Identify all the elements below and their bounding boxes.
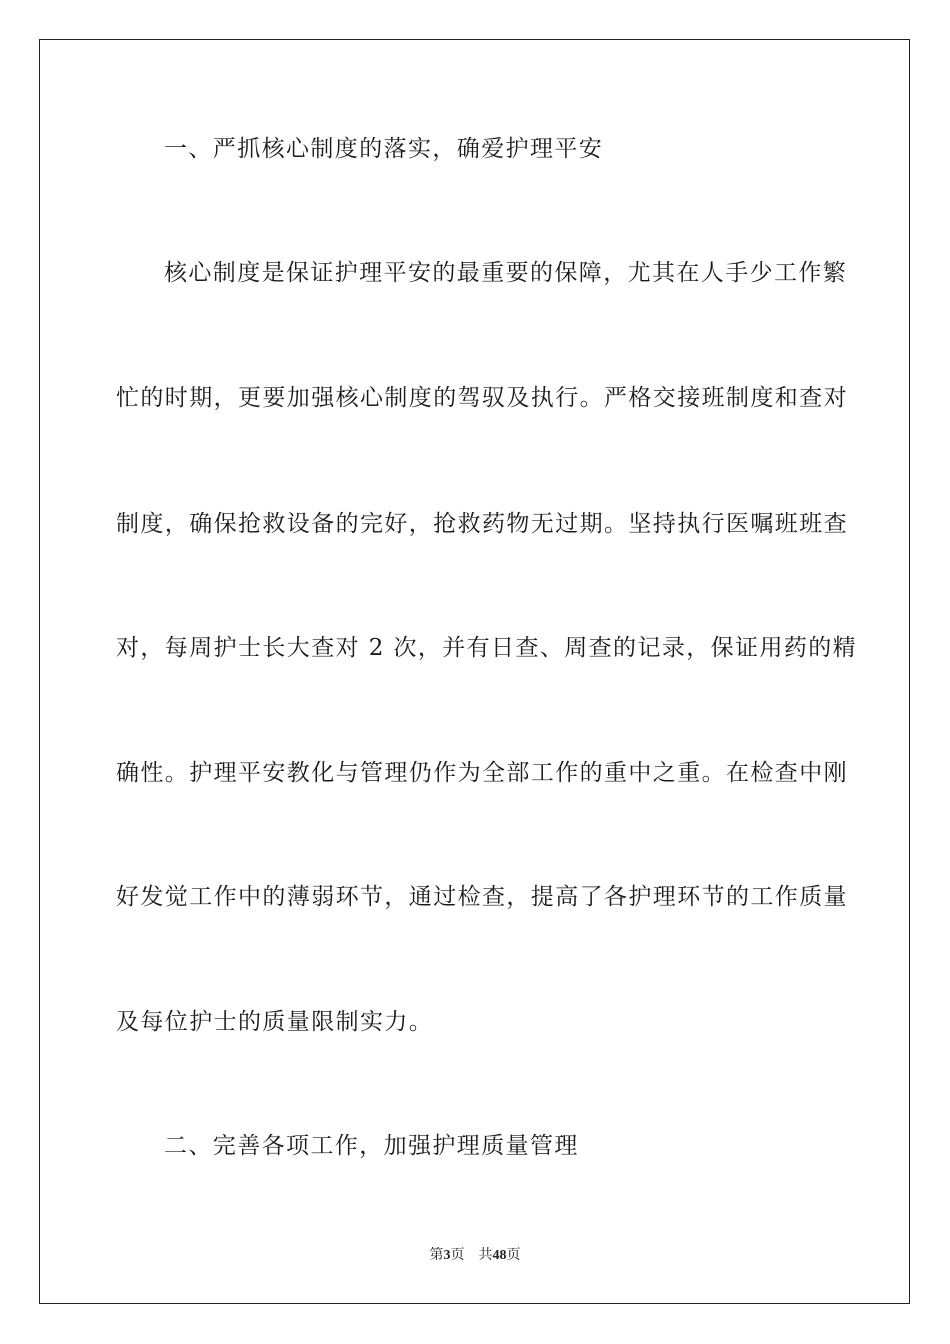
paragraph-line: 确性。护理平安教化与管理仍作为全部工作的重中之重。在检查中刚 xyxy=(116,760,848,786)
page-suffix: 页 xyxy=(450,1248,465,1263)
total-suffix: 页 xyxy=(506,1248,521,1263)
paragraph-line: 核心制度是保证护理平安的最重要的保障，尤其在人手少工作繁 xyxy=(164,260,848,286)
total-pages-number: 48 xyxy=(492,1248,507,1263)
current-page-number: 3 xyxy=(443,1248,451,1263)
paragraph-line: 对，每周护士长大查对 2 次，并有日查、周查的记录，保证用药的精 xyxy=(116,635,858,661)
paragraph-line: 好发觉工作中的薄弱环节，通过检查，提高了各护理环节的工作质量 xyxy=(116,884,848,910)
paragraph-line: 制度，确保抢救设备的完好，抢救药物无过期。坚持执行医嘱班班查 xyxy=(116,511,848,537)
total-prefix: 共 xyxy=(478,1248,493,1263)
section-heading-2: 二、完善各项工作，加强护理质量管理 xyxy=(164,1133,579,1159)
paragraph-line: 忙的时期，更要加强核心制度的驾驭及执行。严格交接班制度和查对 xyxy=(116,385,848,411)
page-prefix: 第 xyxy=(429,1248,444,1263)
paragraph-line: 及每位护士的质量限制实力。 xyxy=(116,1009,434,1035)
page-border xyxy=(39,39,910,1304)
section-heading-1: 一、严抓核心制度的落实，确爱护理平安 xyxy=(164,136,604,162)
page-footer xyxy=(0,1246,950,1266)
